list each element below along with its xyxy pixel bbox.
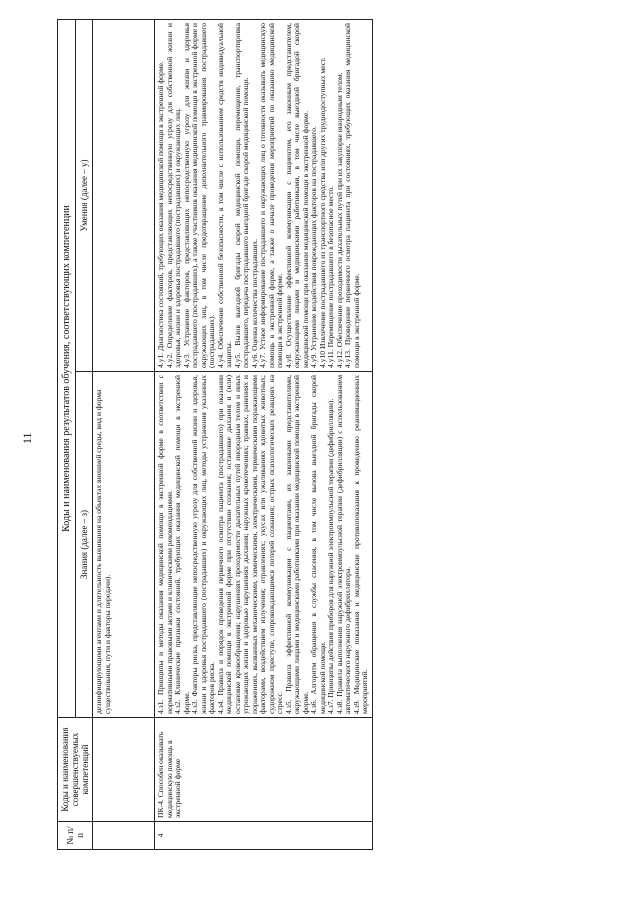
continuation-code	[93, 718, 155, 822]
knowledge-item: 4.з3. Факторы риска, представляющие непосредственную угрозу для собственной жизни и здоровья, жизни и здоровья пострадавшего (пострадавших) и окружающих лиц, методы устранения указанных факторов риска.	[190, 375, 217, 714]
skill-item: 4.у3. Устранение факторов, представляющих непосредственную угрозу для жизни и здоровья пострадавшего (пострадавших), а также участников оказания медицинской помощи в экстренной форме и окружающих лиц, в том числе предотвращение дополнительного травмирования пострадавшего (пострадавших).	[181, 23, 217, 368]
continuation-row	[93, 20, 155, 850]
competence-table	[57, 19, 373, 850]
header-skills: Умения (далее – у)	[76, 20, 93, 372]
skill-item: 4.у2. Определение факторов, представляющих непосредственную угрозу для собственной жизни и здоровья, жизни и здоровья пострадавшего (пострадавших) и окружающих лиц.	[164, 23, 183, 368]
knowledge-item: 4.з1. Принципы и методы оказания медицинской помощи в экстренной форме в соответствии с нормативными правовыми актами и клиническими рекомендациями.	[156, 375, 174, 714]
header-row-top	[58, 20, 76, 850]
header-code: Коды и наименования совершенствуемых компетенций	[58, 718, 93, 822]
row-num: 4	[155, 822, 373, 850]
knowledge-item: 4.з6. Алгоритм обращения в службы спасения, в том числе вызова выездной бригады скорой медицинской помощи.	[309, 375, 327, 714]
skill-item: 4.у4. Обеспечение собственной безопасности, в том числе с использованием средств индивидуальной защиты.	[215, 23, 234, 368]
skill-item: 4.у1. Диагностика состояний, требующих оказания медицинской помощи в экстренной форме.	[156, 61, 166, 368]
knowledge-item: 4.з9. Медицинские показания и медицинские противопоказания к проведению реанимационных мероприятий.	[351, 375, 370, 714]
row-skills	[155, 20, 373, 372]
competence-table-rotated	[57, 20, 577, 850]
page-number: 11	[20, 432, 34, 444]
continuation-knowledge: дезинфицирующими агентами и длительность выживания на объектах внешней среды, вид и форма существования, пути и факторы передачи).	[93, 372, 155, 718]
skill-item: 4.у6. Оценка количества пострадавших.	[249, 238, 259, 368]
header-group: Коды и наименования результатов обучения, соответствующих компетенции	[58, 20, 76, 718]
skill-item: 4.у9. Устранение воздействия повреждающих факторов на пострадавшего.	[309, 126, 319, 368]
skill-item: 4.у13. Проведение первичного осмотра пациента при состояниях, требующих оказания медицинской помощи в экстренной форме.	[343, 23, 361, 368]
header-knowledge: Знания (далее – з)	[76, 372, 93, 718]
skill-item: 4.у5. Вызов выездной бригады скорой медицинской помощи, перемещение, транспортировка пострадавшего, передача пострадавшего выездной бригаде скорой медицинской помощи.	[232, 23, 251, 368]
table-row	[155, 20, 373, 850]
knowledge-item: 4.з4. Правила и порядок проведения первичного осмотра пациента (пострадавшего) при оказании медицинской помощи в экстренной форме при отсутствии сознания; остановке дыхания и (или) остановке кровообращения; нарушениях проходимости дыхательных путей инородным телом и иных угрожающих жизни и здоровью нарушениях дыхания; наружных кровотечениях; травмах, ранениях и поражениях, вызванных механическими, химическими, электрическими, термическими поражающими факторами, воздействием излучения; отравлениях; укусах или ужаливаниях ядовитых животных; судорожном приступе, сопровождающимся потерей сознания; острых психологических реакциях на стресс.	[215, 375, 285, 714]
skill-item: 4.у11. Перемещение пострадавшего в безопасное место.	[326, 185, 336, 368]
knowledge-item: 4.з7. Принципы действия приборов для наружной электроимпульсной терапии (дефибрилляции).	[326, 398, 336, 714]
skill-item: 4.у8. Осуществление эффективной коммуникации с пациентом, его законным представителем, окружающими лицами и медицинскими работниками, в том числе выездной бригадой скорой медицинской помощи при оказании медицинской помощи в экстренной форме.	[283, 23, 310, 368]
skill-item: 4.у7. Устное информирование пострадавшего и окружающих лиц о готовности оказывать медицинскую помощь в экстренной форме, а также о начале проведения мероприятий по оказанию медицинской помощи в экстренной форме.	[258, 23, 285, 368]
header-num: № п/п	[58, 822, 93, 850]
row-competence: ПК-4. Способен оказывать медицинскую помощь в экстренной форме	[155, 718, 373, 822]
knowledge-item: 4.з2. Клинические признаки состояний, требующих оказания медицинской помощи в экстренной форме.	[173, 375, 191, 714]
continuation-num	[93, 822, 155, 850]
knowledge-item: 4.з8. Правила выполнения наружной электроимпульсной терапии (дефибрилляции) с использованием автоматического наружного дефибриллятора.	[334, 375, 353, 714]
knowledge-item: 4.з5. Правила эффективной коммуникации с пациентами, их законными представителями, окружающими лицами и медицинскими работниками при оказании медицинской помощи в экстренной форме.	[283, 375, 310, 714]
continuation-skills	[93, 20, 155, 372]
skill-item: 4.у10 Извлечение пострадавшего из транспортного средства или других труднодоступных мест.	[317, 57, 327, 368]
row-knowledge	[155, 372, 373, 718]
skill-item: 4.у12. Обеспечение проходимости дыхательных путей при их закупорке инородным телом.	[334, 72, 344, 368]
